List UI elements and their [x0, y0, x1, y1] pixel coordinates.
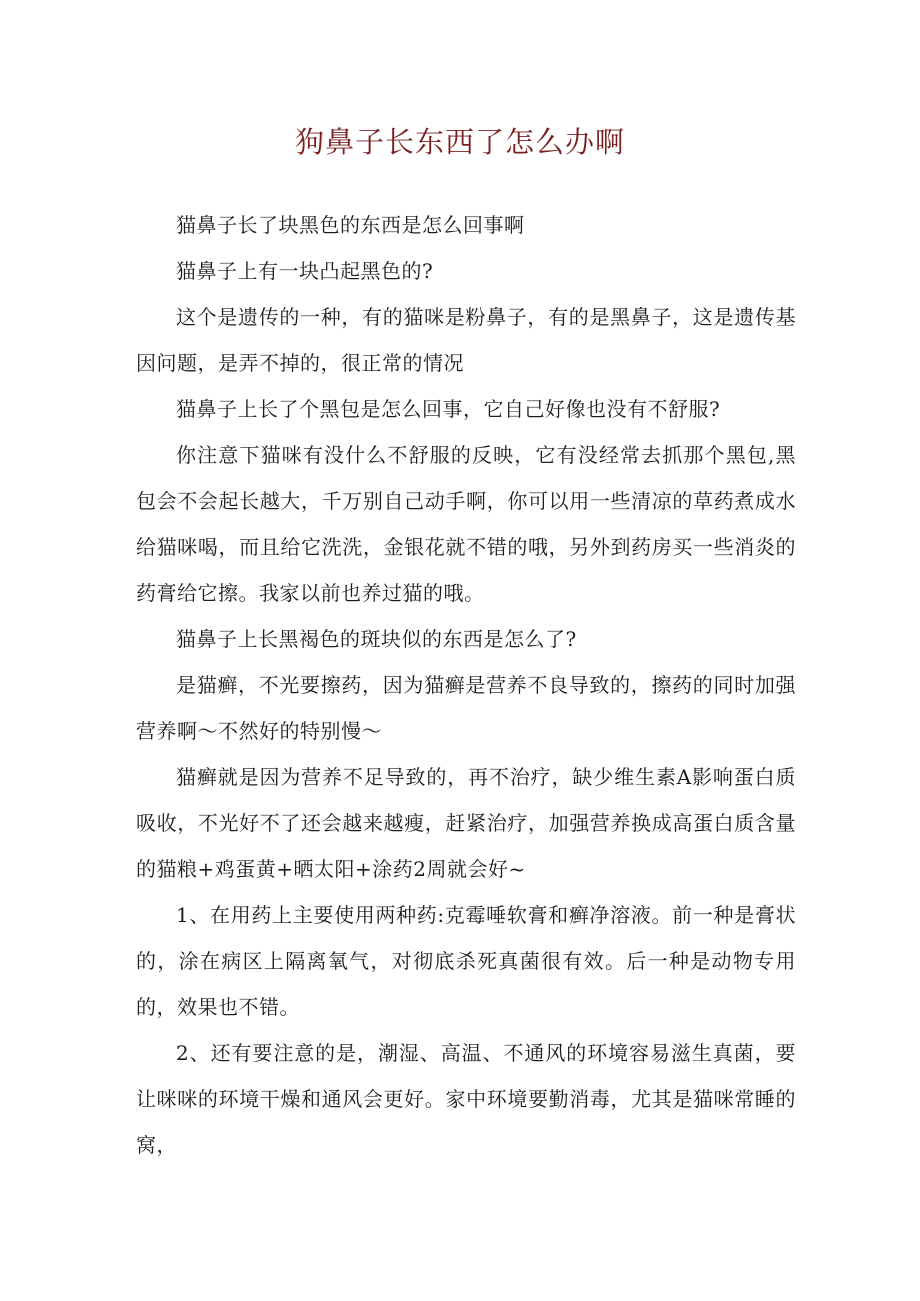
- paragraph: 这个是遗传的一种，有的猫咪是粉鼻子，有的是黑鼻子，这是遗传基因问题，是弄不掉的，很正常的情况: [136, 305, 796, 375]
- document-body: [136, 202, 796, 1168]
- paragraph: 是猫癣，不光要擦药，因为猫癣是营养不良导致的，擦药的同时加强营养啊～不然好的特别慢～: [136, 673, 796, 743]
- paragraph: 猫鼻子长了块黑色的东西是怎么回事啊: [176, 213, 525, 237]
- paragraph: 2、还有要注意的是，潮湿、高温、不通风的环境容易滋生真菌，要让咪咪的环境干燥和通风会更好。家中环境要勤消毒，尤其是猫咪常睡的窝，: [136, 1041, 796, 1157]
- paragraph: 1、在用药上主要使用两种药:克霉唾软膏和癣净溶液。前一种是膏状的，涂在病区上隔离氧气，对彻底杀死真菌很有效。后一种是动物专用的，效果也不错。: [136, 903, 796, 1019]
- paragraph: 猫鼻子上长黑褐色的斑块似的东西是怎么了?: [176, 627, 577, 651]
- paragraph: 猫鼻子上长了个黑包是怎么回事，它自己好像也没有不舒服?: [176, 397, 721, 421]
- paragraph: 你注意下猫咪有没什么不舒服的反映，它有没经常去抓那个黑包,黑包会不会起长越大，千万别自己动手啊，你可以用一些清凉的草药煮成水给猫咪喝，而且给它洗洗，金银花就不错的哦，另外到药房买一些消炎的药膏给它擦。我家以前也养过猫的哦。: [136, 443, 796, 605]
- paragraph: 猫鼻子上有一块凸起黑色的?: [176, 259, 434, 283]
- paragraph: 猫癣就是因为营养不足导致的，再不治疗，缺少维生素A影响蛋白质吸收，不光好不了还会越来越瘦，赶紧治疗，加强营养换成高蛋白质含量的猫粮+鸡蛋黄+晒太阳+涂药2周就会好~: [136, 765, 796, 881]
- document-title: 狗鼻子长东西了怎么办啊: [294, 125, 625, 159]
